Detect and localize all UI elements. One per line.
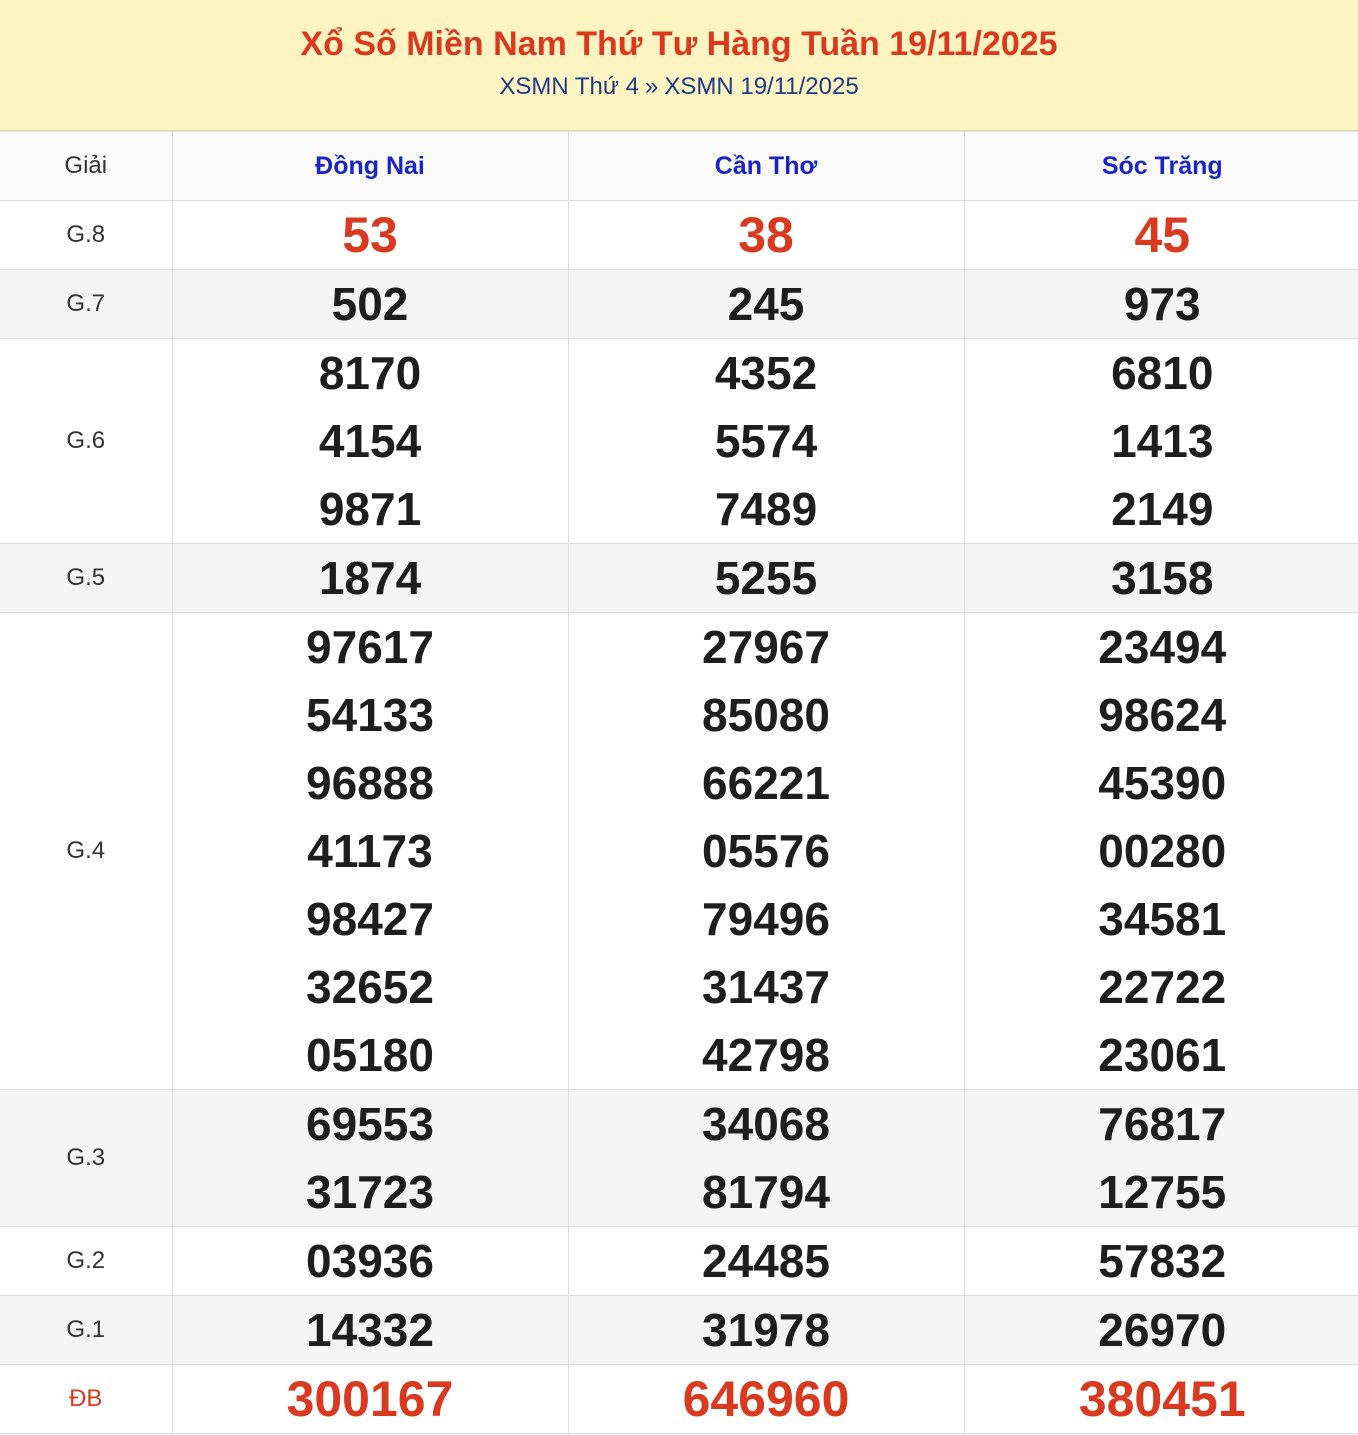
prize-row-g2 — [0, 1227, 1358, 1296]
prize-label: G.8 — [0, 201, 172, 270]
result-cell-dong-nai — [172, 1365, 568, 1434]
prize-label: G.6 — [0, 339, 172, 544]
result-cell-dong-nai — [172, 1296, 568, 1365]
result-cell-can-tho — [568, 270, 964, 339]
result-cell-can-tho — [568, 1296, 964, 1365]
result-number: 66221 — [702, 757, 830, 809]
result-number: 34068 — [702, 1098, 830, 1150]
breadcrumb-link-weekday[interactable]: XSMN Thứ 4 — [499, 73, 639, 100]
prize-row-db — [0, 1365, 1358, 1434]
result-cell-soc-trang — [964, 1296, 1358, 1365]
result-cell-can-tho — [568, 201, 964, 270]
result-cell-dong-nai — [172, 1090, 568, 1227]
result-number: 96888 — [306, 757, 434, 809]
result-number: 9871 — [318, 483, 422, 535]
prize-row-g3 — [0, 1090, 1358, 1227]
result-cell-can-tho — [568, 1090, 964, 1227]
result-number: 53 — [342, 207, 398, 263]
result-number: 69553 — [306, 1098, 434, 1150]
result-number: 79496 — [702, 893, 830, 945]
result-number: 22722 — [1098, 961, 1227, 1013]
prize-label: G.4 — [0, 613, 172, 1090]
result-number: 1874 — [318, 552, 422, 604]
result-cell-dong-nai — [172, 1227, 568, 1296]
prize-row-g4 — [0, 613, 1358, 1090]
result-cell-can-tho — [568, 613, 964, 1090]
result-number: 300167 — [286, 1371, 454, 1427]
result-number: 54133 — [306, 689, 434, 741]
result-number: 380451 — [1078, 1371, 1246, 1427]
result-number: 00280 — [1098, 825, 1227, 877]
result-number: 76817 — [1098, 1098, 1227, 1150]
prize-row-g7 — [0, 270, 1358, 339]
result-number: 41173 — [307, 825, 433, 877]
province-header-soc-trang[interactable]: Sóc Trăng — [964, 132, 1358, 201]
result-cell-soc-trang — [964, 1227, 1358, 1296]
result-cell-can-tho — [568, 544, 964, 613]
breadcrumb — [0, 72, 1358, 102]
prize-row-g8 — [0, 201, 1358, 270]
table-header-row — [0, 132, 1358, 201]
result-number: 6810 — [1111, 347, 1214, 399]
prize-row-g1 — [0, 1296, 1358, 1365]
result-number: 97617 — [306, 621, 434, 673]
breadcrumb-separator: » — [644, 73, 659, 100]
result-number: 23494 — [1098, 621, 1227, 673]
prize-label: G.1 — [0, 1296, 172, 1365]
result-number: 31978 — [702, 1304, 830, 1356]
result-number: 98624 — [1098, 689, 1227, 741]
page-title: Xổ Số Miền Nam Thứ Tư Hàng Tuần 19/11/2025 — [300, 25, 1058, 63]
result-number: 05576 — [702, 825, 830, 877]
result-cell-can-tho — [568, 1365, 964, 1434]
province-header-can-tho[interactable]: Cần Thơ — [568, 132, 964, 201]
result-number: 4352 — [714, 347, 818, 399]
result-number: 1413 — [1111, 415, 1214, 467]
result-cell-soc-trang — [964, 1090, 1358, 1227]
result-number: 5255 — [714, 552, 818, 604]
result-number: 27967 — [702, 621, 830, 673]
result-number: 31723 — [306, 1166, 434, 1218]
result-number: 973 — [1123, 278, 1201, 330]
result-number: 05180 — [306, 1029, 434, 1081]
prize-label: ĐB — [0, 1365, 172, 1434]
result-cell-can-tho — [568, 339, 964, 544]
result-cell-can-tho — [568, 1227, 964, 1296]
result-number: 32652 — [306, 961, 434, 1013]
result-number: 5574 — [714, 415, 818, 467]
result-number: 2149 — [1111, 483, 1214, 535]
prize-label: G.5 — [0, 544, 172, 613]
breadcrumb-link-date[interactable]: XSMN 19/11/2025 — [664, 73, 859, 100]
prize-label: G.7 — [0, 270, 172, 339]
result-number: 45390 — [1098, 757, 1227, 809]
result-number: 12755 — [1098, 1166, 1227, 1218]
result-number: 85080 — [702, 689, 830, 741]
prize-label: G.3 — [0, 1090, 172, 1227]
result-number: 3158 — [1111, 552, 1214, 604]
result-number: 57832 — [1098, 1235, 1227, 1287]
result-number: 245 — [727, 278, 805, 330]
result-number: 14332 — [306, 1304, 434, 1356]
results-table — [0, 131, 1358, 1434]
result-number: 502 — [331, 278, 409, 330]
result-number: 03936 — [306, 1235, 434, 1287]
prize-row-g6 — [0, 339, 1358, 544]
result-cell-dong-nai — [172, 339, 568, 544]
result-number: 42798 — [702, 1029, 830, 1081]
result-number: 31437 — [702, 961, 830, 1013]
result-cell-dong-nai — [172, 544, 568, 613]
result-number: 7489 — [714, 483, 818, 535]
prize-label: G.2 — [0, 1227, 172, 1296]
province-header-dong-nai[interactable]: Đồng Nai — [172, 132, 568, 201]
result-cell-dong-nai — [172, 270, 568, 339]
result-number: 23061 — [1098, 1029, 1227, 1081]
result-number: 24485 — [702, 1235, 830, 1287]
result-cell-dong-nai — [172, 613, 568, 1090]
result-cell-soc-trang — [964, 1365, 1358, 1434]
result-number: 4154 — [318, 415, 422, 467]
result-cell-soc-trang — [964, 544, 1358, 613]
result-number: 8170 — [318, 347, 422, 399]
result-cell-soc-trang — [964, 201, 1358, 270]
result-number: 646960 — [682, 1371, 850, 1427]
result-number: 45 — [1134, 207, 1191, 263]
result-cell-soc-trang — [964, 270, 1358, 339]
result-number: 81794 — [702, 1166, 830, 1218]
result-number: 98427 — [306, 893, 434, 945]
result-number: 34581 — [1098, 893, 1227, 945]
result-cell-soc-trang — [964, 339, 1358, 544]
result-number: 26970 — [1098, 1304, 1227, 1356]
result-cell-dong-nai — [172, 201, 568, 270]
results-header — [0, 0, 1358, 131]
prize-column-header: Giải — [0, 132, 172, 201]
prize-row-g5 — [0, 544, 1358, 613]
result-number: 38 — [738, 207, 794, 263]
result-cell-soc-trang — [964, 613, 1358, 1090]
